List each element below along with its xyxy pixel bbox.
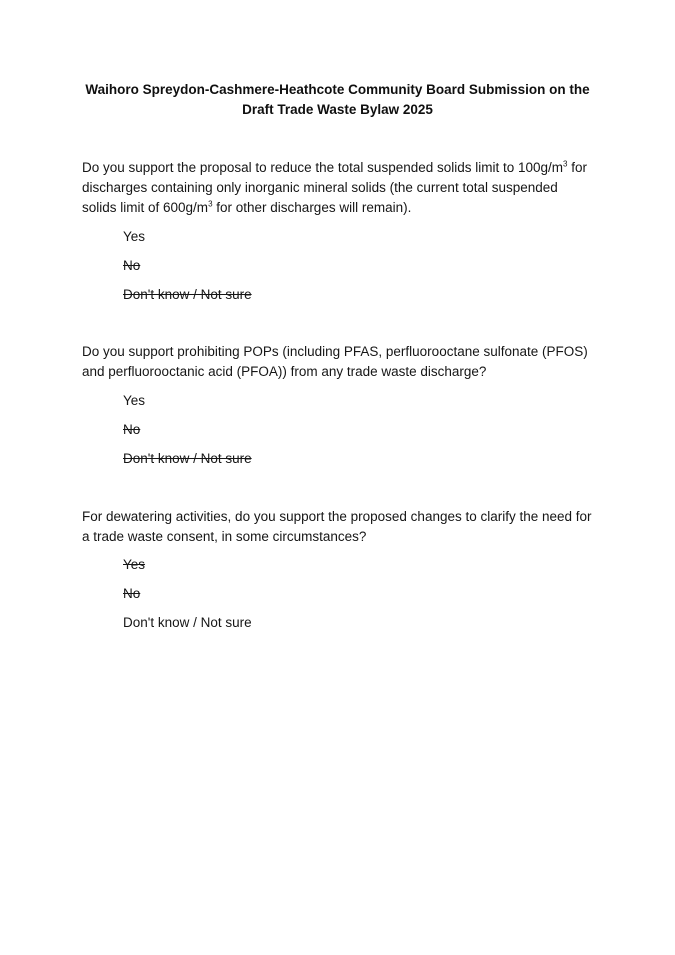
question-2-option-no[interactable]: No bbox=[123, 422, 141, 437]
question-3-text: For dewatering activities, do you support the proposed changes to clarify the need for a trade waste consent, in some circumstances? bbox=[82, 509, 592, 544]
question-1-option-dont-know[interactable]: Don't know / Not sure bbox=[123, 287, 252, 302]
question-1-option-no[interactable]: No bbox=[123, 258, 141, 273]
question-1-option-yes[interactable]: Yes bbox=[123, 229, 146, 244]
question-3-option-no[interactable]: No bbox=[123, 586, 141, 601]
document-title: Waihoro Spreydon-Cashmere-Heathcote Community Board Submission on the Draft Trade Waste Bylaw 2025 bbox=[85, 82, 590, 117]
question-3-option-dont-know[interactable]: Don't know / Not sure bbox=[123, 615, 252, 630]
question-1-text bbox=[82, 158, 592, 218]
question-1-text-part2: for discharges containing only inorganic mineral solids (the current total suspended solids limit of 600g/m bbox=[82, 160, 588, 215]
question-1-superscript-2: 3 bbox=[208, 199, 213, 209]
question-3-option-yes[interactable]: Yes bbox=[123, 557, 146, 572]
question-1-superscript-1: 3 bbox=[563, 159, 568, 169]
question-2-option-dont-know[interactable]: Don't know / Not sure bbox=[123, 451, 252, 466]
question-1-text-part3: for other discharges will remain). bbox=[212, 200, 412, 215]
question-2-option-yes[interactable]: Yes bbox=[123, 393, 146, 408]
question-2-text: Do you support prohibiting POPs (including PFAS, perfluorooctane sulfonate (PFOS) and perfluorooctanic acid (PFOA)) from any trade waste discharge? bbox=[82, 344, 588, 379]
question-1-text-part1: Do you support the proposal to reduce the total suspended solids limit to 100g/m bbox=[82, 160, 564, 175]
